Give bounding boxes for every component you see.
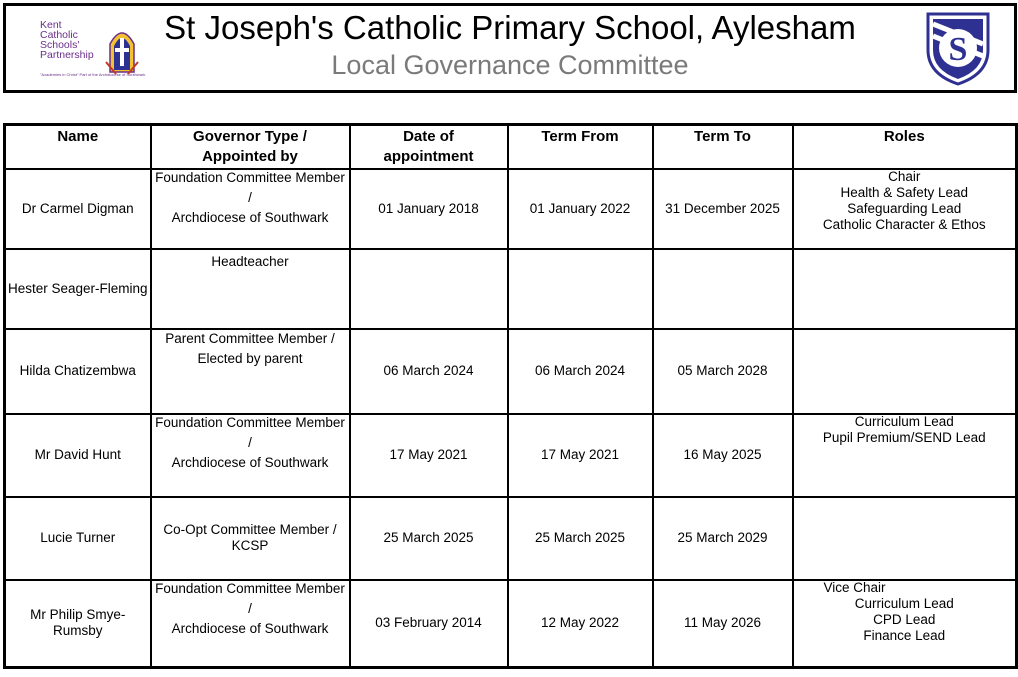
governor-type-line: Co-Opt Committee Member /	[163, 522, 337, 537]
role-item: Pupil Premium/SEND Lead	[822, 429, 986, 445]
table-row	[5, 580, 1017, 668]
column-header-name: Name	[5, 125, 151, 169]
governor-name: Lucie Turner	[5, 497, 151, 580]
kcsp-tagline: "Academies in Christ" Part of the Archdiocese of Southwark	[40, 72, 146, 77]
date-of-appointment: 01 January 2018	[350, 169, 508, 249]
date-of-appointment: 17 May 2021	[350, 414, 508, 497]
kcsp-logo-word: Schools'	[40, 39, 80, 51]
table-row	[5, 414, 1017, 497]
page-header	[3, 3, 1017, 93]
roles	[793, 580, 1017, 668]
governor-type-line: Foundation Committee Member /	[155, 580, 345, 616]
governor-name: Hester Seager-Fleming	[5, 249, 151, 329]
governor-type	[151, 414, 350, 497]
governor-name: Dr Carmel Digman	[5, 169, 151, 249]
governor-type	[151, 580, 350, 668]
column-header-date-of-appointment	[350, 125, 508, 169]
term-to: 05 March 2028	[653, 329, 793, 414]
role-item: Catholic Character & Ethos	[822, 216, 986, 232]
column-header-date-label: Date of appointment	[383, 128, 474, 165]
table-row	[5, 497, 1017, 580]
term-from: 01 January 2022	[508, 169, 653, 249]
governor-type-line: KCSP	[231, 538, 269, 553]
governor-type	[151, 249, 350, 329]
governor-type-line: Elected by parent	[197, 350, 303, 366]
roles	[793, 249, 1017, 329]
kcsp-logo-word: Catholic	[40, 29, 78, 41]
governor-type-line: Parent Committee Member /	[165, 330, 335, 346]
school-crest-icon	[924, 10, 992, 86]
term-to: 16 May 2025	[653, 414, 793, 497]
governor-name: Mr David Hunt	[5, 414, 151, 497]
role-item: CPD Lead	[873, 611, 936, 627]
page-title: St Joseph's Catholic Primary School, Aylesham	[164, 9, 856, 46]
table-header-row	[5, 125, 1017, 169]
column-header-term-to: Term To	[653, 125, 793, 169]
date-of-appointment: 06 March 2024	[350, 329, 508, 414]
roles	[793, 497, 1017, 580]
role-item: Finance Lead	[863, 627, 946, 643]
term-to: 25 March 2029	[653, 497, 793, 580]
kcsp-logo-word: Kent	[40, 19, 62, 31]
governors-table-container	[3, 123, 1018, 669]
governor-type-line: Foundation Committee Member /	[155, 169, 345, 205]
page-subtitle: Local Governance Committee	[331, 50, 689, 80]
kcsp-logo-word: Partnership	[40, 49, 94, 61]
date-of-appointment: 25 March 2025	[350, 497, 508, 580]
governor-type	[151, 169, 350, 249]
term-from: 25 March 2025	[508, 497, 653, 580]
column-header-governor-type	[151, 125, 350, 169]
term-from: 12 May 2022	[508, 580, 653, 668]
term-from: 17 May 2021	[508, 414, 653, 497]
governor-name: Mr Philip Smye-Rumsby	[5, 580, 151, 668]
role-item: Curriculum Lead	[854, 413, 954, 429]
svg-text:S: S	[948, 31, 968, 68]
term-from	[508, 249, 653, 329]
governor-type-line: Foundation Committee Member /	[155, 414, 345, 450]
governors-table	[3, 123, 1018, 669]
column-header-term-from: Term From	[508, 125, 653, 169]
table-row	[5, 169, 1017, 249]
term-from: 06 March 2024	[508, 329, 653, 414]
governor-type-line: Archdiocese of Southwark	[171, 209, 329, 225]
governor-name: Hilda Chatizembwa	[5, 329, 151, 414]
table-row	[5, 249, 1017, 329]
term-to: 11 May 2026	[653, 580, 793, 668]
column-header-roles: Roles	[793, 125, 1017, 169]
governor-type-line: Archdiocese of Southwark	[171, 620, 329, 636]
column-header-governor-type-label: Governor Type / Appointed by	[193, 128, 307, 165]
table-row	[5, 329, 1017, 414]
roles	[793, 169, 1017, 249]
governor-type	[151, 497, 350, 580]
role-item: Safeguarding Lead	[847, 200, 962, 216]
governor-type-line: Archdiocese of Southwark	[171, 454, 329, 470]
role-item: Curriculum Lead	[854, 595, 954, 611]
governor-type	[151, 329, 350, 414]
role-item: Chair	[888, 168, 921, 184]
role-item: Vice Chair	[823, 579, 886, 595]
term-to	[653, 249, 793, 329]
term-to: 31 December 2025	[653, 169, 793, 249]
role-item: Health & Safety Lead	[840, 184, 969, 200]
roles	[793, 414, 1017, 497]
date-of-appointment: 03 February 2014	[350, 580, 508, 668]
date-of-appointment	[350, 249, 508, 329]
roles	[793, 329, 1017, 414]
governor-type-line: Headteacher	[211, 253, 289, 269]
